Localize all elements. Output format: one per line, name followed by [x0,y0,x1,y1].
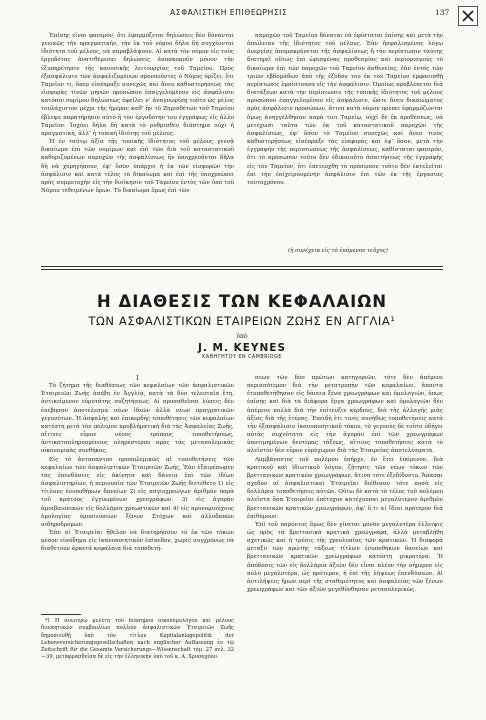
footnote-text: *) Ἡ ἀνωτέρω μελέτη τοῦ διασήμου οἰκονομολόγου καὶ μέλους διοικητικῶν συμβουλίων πολλῶν ἀσφαλιστικῶν Ἑταιρειῶν Ζωῆς δημοσιευθῇ ὑπὸ τὸν τίτλον Kapitalanlagepolitik der Lebensversicherungsgesellschaften nach englischer Auffassung ἐν τῷ Zeitschrift für die Gesamte Versicherungs—Wissenschaft τόμ. 27 σελ. 32—39, μεταφρασθεῖσα δὲ εἰς τὴν ἑλληνικὴν ὑπὸ τοῦ κ. Α. Χρυσοχόου. [41,618,234,661]
by-line: ὑπὸ [236,333,248,340]
paragraph: Ἐὰν αἱ Ἑταιρεῖαι ἤθελον νὰ διατηρήσουν τὸ ἐκ τῶν τόκων μέσον εἰσόδημα εἰς ἱκανοποιητικὸν ἐπίπεδον, χωρὶς συγχρόνως νὰ διαθέτουν ἀρκετὰ κεφάλαια διὰ τοποθετή- [41,529,234,553]
page-number: 137 [435,8,450,17]
footnote-rule [41,614,81,615]
top-left-column [41,32,234,264]
paragraph: Τὸ ζήτημα τῆς διαθέσεως τῶν κεφαλαίων τῶν ἀσφαλιστικῶν Ἑταιρειῶν Ζωῆς ἀπέβη ἐν Ἀγγλίᾳ, κατὰ τὰ δύο τελευταῖα ἔτη, ἀντικείμενον εὐρυτάτης συζητήσεως. Αἱ προσαθεῖσαι λύσεις δὲν ἐπέβησαν ἀποτέλεσμα νέων ἰδεῶν ἀλλὰ νέων πραγματικῶν γεγονότων. Ἡ ἀσφαλὴς καὶ ἐπικερδὴς τοποθέτησις τῶν κεφαλαίων κατέστη μετὰ τὸν πόλεμον προβλήματικὴ διὰ τὰς Ἀσφαλείας Ζωῆς, αἵτινες εὗρον νέους τρόπους τοποθετήσεως, ἀντικαταπληρουμένους πληρέστερον πρὸς τὰς μεταπολεμικὰς οἰκονομικὰς συνθήκας. [41,383,234,455]
bottom-left-column [41,374,234,606]
paragraph: Ἐπίσης εἶναι φανερόν, ὅτι ἐφαρμόζεται δηλώσεις δὲν δύνανται γενικῶς τὴν πραγματικήν, τὴν ἐκ τοῦ νόμου δῆλα δὴ συγχέονται ἰδιότητα τοῦ μέλους, νὰ παραβλάψουν. Αἱ κατὰ τὸν νόμον εἰς τοὺς ἐργοδότας ἀνατιθέμεναι δηλώσεις ἀποσκοποῦν μόνον τὴν ἐξυπηρέτησιν τῆς κανονικῆς λειτουργίας τοῦ Ταμείου. Πρὸς ἐξασφάλισιν τῶν ἀσφαλιζομένων προνοοῦντες ὁ Νόμος ὁρίζει, ὅτι Ταμεῖον τι, ὅπερ εἰσέπραξε συνεχῶς καὶ ἄνευ καθυστερήσεως τὰς εἰσφορὰς τινῶν μηνῶν προσώπου ἐπαγγελομένου εἰς ἀσφάλισιν κατόπιν νομίμου δηλώσεως ὀφείλει νʼ ἀναγνωρίσῃ τοῦτο ὡς μέλος τουλάχιστον μέχρι τῆς ἡμέρας καθʼ ἣν τὸ Ζημιοθέτων τοῦ Ταμείου ἔβλεψε παρατήρησιν αὐτὸ ἢ τὸν ἐργοδότην του ἐγγράφως εἰς ἄλλο Ταμεῖον. Ἰσχύει δῆλα δὴ κατὰ τὸ ρυθμισθὲν διάστημα οὐχὶ ἡ πραγματική, ἀλλʼ ἡ τυπικὴ ἰδιότης τοῦ μέλους. [41,33,234,137]
section-number: I [136,374,139,382]
close-button[interactable] [458,6,478,26]
bottom-right-column [247,374,443,692]
paragraph: Ἐπὶ τοῦ παρόντος ὅμως δὲν γίνεται μόνον μεγαλυτέρα ἐλλειψις ὡς πρὸς τὰ βρεττανικὰ κρατικὰ χρεώγραφα, ἀλλὰ μεταβλήθη σχετικῶς καὶ ἡ τρέσις τῆς χρεολυσίας τῶν κρατικῶν. Ἡ διαφορὰ μεταξὺ τῶν πρώτης τάξεως τίτλων ἐνυποθήκων δανείων καὶ βρεττανικῶν κρατικῶν χρεωγράφων κατέστη μικροτέρα. Ἡ ἀπόδοσις τῶν εἰς δολλάρια ἀξιῶν δὲν εἶναι πλέον τὴν σήμερον εἰς πολὺ μεγαλυτέρα, ὡς πρότερον, ἡ ἐπὶ τῆς λήψεως ἐπενδύσεων. Αἱ ἀντιλήψεις ἤμων περὶ τῆς σταθερότητος καὶ ἀσφαλείας τῶν ξένων χρεωγράφων καὶ τῶν ἀξιῶν μεγεθύνθησαν μεταπολεμικῶς. [247,521,443,594]
close-icon [461,9,475,23]
footnote [41,618,234,694]
paragraph: σεων τῶν δύο πρώτων κατηγοριῶν, τότε δὲν ἀπέμενε περισσότερον διὰ τὴν μετατροπὴν τῶν κεφαλαίων, ἅπαντα ἐτοποθετήθησαν εἰς δάνεια ξένα χρεωγράφων καὶ ὁμολογιῶν, ὅπως ἐπίσης καὶ διὰ τὰ διάφορα ἔργα χρεωγράφων καὶ ὁμολογιῶν δὲν ἀπέμενε πολλὰ διὰ τὴν ἐπίτευξιν κέρδους, διὰ τῆς ἀλλαγῆς μιᾶς ἀξίας διὰ τῆς ἑτέρας. Ἐπειδὴ ἔτι τινές συνήθως τοποθετήσεις κατὰ τὴν ἐξασφάλισιν ἱκανοποιητικοῦ τόκου, τὸ γεγονὸς δὲ τοῦτο ὁδήγει αὐτὰς συχνότατα εἰς τὴν ἀγορὰν ἐπὶ τῶν χρεωγράφων ὑποτιμημένων δευτέρας τάξεως, αἵτινες τοποθετήσεις κατὰ τὸ πλεῖστον δὲν εὗρον εὐρύχωρον διὰ τὰς Ἑταιρείας ἀποτελέσματα. [247,375,443,455]
section-divider-top [41,266,443,267]
paragraph: παροχῶν τοῦ Ταμείου δύναται νὰ ἐφίσταται ἐπίσης καὶ μετὰ τὴν ἀπώλειαν τῆς ἰδιότητος τοῦ μέλους. Ἐὰν ἠσφαλισμένος λόγῳ ἀνεργίας ἀπομακρύνεται τῆς ἀσφαλίσεως ἢ τὴν περίπτωσιν ταύτης διατηρεῖ οὕτως ἐπὶ ὡρισμένας προθεσμίας καὶ περιορισμοὺς τὸ δικαίωμα ἐπὶ τῶν παροχῶν τοῦ Ταμείου ἀσθενείας, ἐὰν ἐντὸς τῶν τριῶν ἑβδομάδων ἀπὸ τῆς ἐξόδου του ἐκ τοῦ Ταμείου ἐμφανισθῇ περίπτωσις ἐμπίπτουσα εἰς τὴν ἀσφάλισιν. Ὁμοίως προβλέπεται διὰ διατάξεων κατὰ τὴν περίπτωσιν τῆς τυπικῆς ἰδιότητος τοῦ μέλους προσώπου ἐπαγγελομένου εἰς ἀσφάλισιν, ὥστε ἄνευ δικαιώματος πρὸς ἀσφάλισιν προσώπων, ἅτινα κατὰ νόμον πρέπει ἐφαρμόζωνται ὅμως ἀνηγγέλθησαν παρὰ τινι Ταμείῳ, οὐχὶ δὲ ἐκ προθέσεως, νὰ μετέχωσι ταῦτα τῶν ἐκ τοῦ καταστατικοῦ παροχῶν τῆς ἀσφαλίσεως, ἐφʼ ὅσον τὸ Ταμεῖον συνεχῶς καὶ ἄνευ τινὸς καθυστερήσεως εἰσέπραξε τὰς εἰσφορὰς καὶ ἐφʼ ὅσον, μετὰ τὴν ἐγγραφὴν τῆς περιπτώσεως τῆς ἀσφαλίσεως, καθίσταται φανερόν, ὅτι τὸ πρόσωπον τοῦτο δὲν ἐδικαιοῦτο ἀπαιτήσεως τῆς ἐγγραφῆς εἰς τὸν Ταμεῖον, ὅτι ἐπετεύχθη τὸ πρόσωπον τοῦτο δὲν ἐκτελεῖται ἐπὶ τὴν ἐπιχειρουμένην ἀσφάλισιν ἐπὶ τῶν ἐκ τῆς ἐργασίας τουτοχρόνου. [247,33,443,186]
top-right-column [247,32,443,237]
article-title: Η ΔΙΑΘΕΣΙΣ ΤΩΝ ΚΕΦΑΛΑΙΩΝ [96,292,388,311]
section-divider-bottom [41,269,443,270]
paragraph: Ἡ ἐν ταῦτῳ ἀξία τῆς τυπικῆς ἰδιότητος τοῦ μέλους γεννᾷ δικαίωμα ἐπὶ τῶν νομίμων καὶ ἐπὶ τῶν διὰ τοῦ καταστατικοῦ καθοριζομένων παροχῶν τῆς ἀσφαλίσεως ἣν ὑποχρεοῦνται δῆλα δὴ νὰ χορηγήσουν, ἐφʼ ὅσον ὑπάρχει ἡ ἐκ τῶν εἰσφορῶν τὴν ἀσφάλισιν καὶ κατὰ τέλος τὸ δικαίωμα καὶ ἐπὶ τῆς ὑποχρεώσει πρὸς συμμετοχὴν εἰς τὴν διοίκησιν τοῦ Ταμείου ἐντὸς τῶν ὑπὸ τοῦ Νόμου τεθειμένων ὅρων. Τὸ δικαίωμα ὅμως ἐπὶ τῶν [41,139,234,194]
paragraph: Λαμβάνοντος τοῦ πολέμου ἐπήρχε, ἐν ἔτει ἐπόμενον, διὰ κρατικοῦ καὶ ἰδιωτικοῦ λόγου, ζήτησις τῶν νέων τόκων τῶν βρεττανικῶν κρατικῶν χρεωγράφων, ἅτινα τότε ἐξεδίδοντο. Ἅπασαι σχεδὸν αἱ ἀσφαλιστικαὶ Ἑταιρεῖαι διέθεσαν τότε ποσὰ εἰς δολλάρια τοποθετήσεις αὐτῶν. Οὕτω δὲ κατὰ τὸ τέλος τοῦ πολέμου πλεῖστα ὅσα Ἑταιρεῖαι ἐπέτυχον κατέχουσαι μεγαλύτερον ἀριθμὸν βρεττανικῶν κρατικῶν χρεωγράφων, ἀφʼ ὅ,τι αἱ ἴδιαι πρότερον διὰ ἐπιθύμουν. [247,456,443,520]
author-name: J. M. KEYNES [197,342,287,354]
author-affiliation: ΚΑΘΗΓΗΤΟΥ ΕΝ CAMBRIDGE [202,355,282,360]
running-title: ΑΣΦΑΛΙΣΤΙΚΗ ΕΠΙΘΕΩΡΗΣΙΣ [170,8,288,17]
continuation-note: (ἡ συνέχεια εἰς τὸ ἐπόμενον τεῦχος) [288,248,388,254]
paragraph: Εἰς τὸ ἀνταπαντον προπολεμικῶς αἱ τοποθετήσεις τῶν κεφαλαίων τῶν ἀσφαλιστικῶν Ἑταιρειῶν Ζωῆς, Ἐὰν ἐξαιρέσωμεν τὰς ἐπενδύσεις εἰς ἀκίνητα καὶ δάνεια ἐπὶ τῶν ἰδίων ἀσφαλιστηρίων, ἡ περιουσία τῶν Ἑταιρειῶν Ζωῆς διετέθετο 1) εἰς τίτλους ἐνυποθήκων δανείων 2) εἰς παγιοχρεώγων ἀριθμὸν παρὰ τοῦ κράτους ἐγγυωμένων χρεογράφων, 3) εἰς ἀγορὰν ἀμοιβαιονικῶν εἰς δολλάρια χρεωστικῶν καὶ 4) εἰς προνομιούχους ὁμολογίας ὁμοσιεύσεων ξένων Στόχων καὶ ἀλλοδαπῶν σιδηροδρόμων. [41,456,234,528]
article-subtitle: ΤΩΝ ΑΣΦΑΛΙΣΤΙΚΩΝ ΕΤΑΙΡΕΙΩΝ ΖΩΗΣ ΕΝ ΑΓΓΛΙΑ¹ [88,314,396,328]
